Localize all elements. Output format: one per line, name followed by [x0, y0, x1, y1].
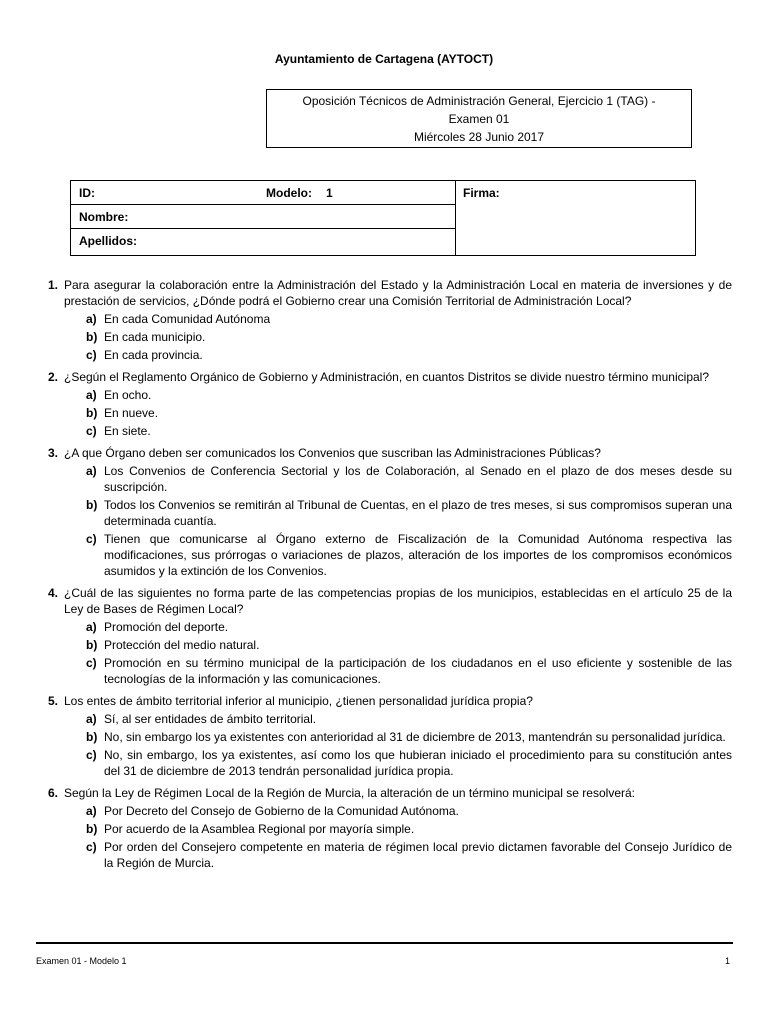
answer-option-a: [64, 463, 732, 495]
question-text: ¿Según el Reglamento Orgánico de Gobierno y Administración, en cuantos Distritos se divide nuestro término municipal?: [64, 370, 709, 384]
option-text: Por orden del Consejero competente en materia de régimen local previo dictamen favorable del Consejo Jurídico de la Región de Murcia.: [104, 840, 732, 870]
option-label: a): [86, 620, 97, 634]
nombre-label: Nombre:: [79, 210, 129, 224]
option-label: b): [86, 406, 98, 420]
id-label: ID:: [79, 186, 95, 200]
option-text: Los Convenios de Conferencia Sectorial y los de Colaboración, al Senado en el plazo de dos meses desde su suscripción.: [104, 464, 732, 494]
option-label: a): [86, 464, 97, 478]
modelo-label: Modelo:: [266, 186, 312, 200]
option-label: b): [86, 330, 98, 344]
answer-option-a: [64, 387, 732, 403]
option-text: Sí, al ser entidades de ámbito territorial.: [104, 712, 317, 726]
option-text: No, sin embargo los ya existentes con anterioridad al 31 de diciembre de 2013, mantendrán su personalidad jurídica.: [104, 730, 726, 744]
option-text: Promoción en su término municipal de la participación de los ciudadanos en el uso eficiente y sostenible de las tecnologías de la información y las comunicaciones.: [104, 656, 732, 686]
option-text: Promoción del deporte.: [104, 620, 229, 634]
option-text: En cada provincia.: [104, 348, 203, 362]
question-5: [48, 693, 732, 779]
question-number: 4.: [48, 586, 59, 600]
footer-divider: [36, 942, 733, 944]
answer-option-b: [64, 637, 732, 653]
question-text: Para asegurar la colaboración entre la Administración del Estado y la Administración Local en materia de inversiones y de prestación de servicios, ¿Dónde podrá el Gobierno crear una Comisión Territorial de Administración Local?: [64, 278, 732, 308]
candidate-id-box: [70, 180, 696, 256]
answer-option-a: [64, 311, 732, 327]
question-text: Según la Ley de Régimen Local de la Región de Murcia, la alteración de un término municipal se resolverá:: [64, 786, 635, 800]
option-label: a): [86, 804, 97, 818]
organization-title: Ayuntamiento de Cartagena (AYTOCT): [274, 52, 494, 66]
option-label: b): [86, 498, 98, 512]
option-text: Por acuerdo de la Asamblea Regional por mayoría simple.: [104, 822, 415, 836]
option-text: Por Decreto del Consejo de Gobierno de la Comunidad Autónoma.: [104, 804, 459, 818]
answer-option-b: [64, 821, 732, 837]
question-number: 5.: [48, 694, 59, 708]
question-number: 2.: [48, 370, 59, 384]
id-row: [71, 181, 455, 205]
exam-title-line2: Examen 01: [448, 112, 510, 126]
question-text: Los entes de ámbito territorial inferior al municipio, ¿tienen personalidad jurídica propia?: [64, 694, 533, 708]
question-number: 6.: [48, 786, 59, 800]
modelo-value: 1: [326, 186, 333, 200]
question-2: [48, 369, 732, 439]
option-label: b): [86, 638, 98, 652]
option-label: b): [86, 822, 98, 836]
answer-option-c: [64, 747, 732, 779]
footer-exam-model: Examen 01 - Modelo 1: [36, 956, 127, 966]
option-text: En nueve.: [104, 406, 159, 420]
question-1: [48, 277, 732, 363]
firma-label: Firma:: [463, 186, 500, 200]
option-text: En cada municipio.: [104, 330, 206, 344]
option-label: a): [86, 388, 97, 402]
question-text: ¿A que Órgano deben ser comunicados los Convenios que suscriban las Administraciones Públicas?: [64, 446, 601, 460]
apellidos-row: [71, 229, 455, 255]
answer-option-b: [64, 329, 732, 345]
option-label: c): [86, 348, 97, 362]
nombre-row: [71, 205, 455, 229]
option-label: c): [86, 424, 97, 438]
apellidos-label: Apellidos:: [79, 234, 138, 248]
answer-option-c: [64, 347, 732, 363]
option-label: a): [86, 712, 97, 726]
exam-info-box: [266, 89, 692, 148]
candidate-fields: [71, 181, 456, 255]
option-label: c): [86, 840, 97, 854]
option-label: c): [86, 656, 97, 670]
question-number: 3.: [48, 446, 59, 460]
footer-page-number: 1: [725, 956, 731, 966]
option-text: En ocho.: [104, 388, 152, 402]
option-label: c): [86, 748, 97, 762]
option-text: En siete.: [104, 424, 151, 438]
answer-option-a: [64, 619, 732, 635]
answer-option-b: [64, 497, 732, 529]
option-text: No, sin embargo, los ya existentes, así como los que hubieran iniciado el procedimiento para su constitución antes del 31 de diciembre de 2013 tendrán personalidad jurídica propia.: [104, 748, 732, 778]
exam-date: Miércoles 28 Junio 2017: [413, 130, 545, 144]
answer-option-c: [64, 531, 732, 579]
question-list: [48, 277, 732, 877]
answer-option-c: [64, 655, 732, 687]
option-label: a): [86, 312, 97, 326]
option-label: b): [86, 730, 98, 744]
question-6: [48, 785, 732, 871]
exam-title-line1: Oposición Técnicos de Administración General, Ejercicio 1 (TAG) -: [302, 94, 656, 108]
answer-option-a: [64, 803, 732, 819]
question-number: 1.: [48, 278, 59, 292]
option-text: Todos los Convenios se remitirán al Tribunal de Cuentas, en el plazo de tres meses, si sus compromisos superan una determinada cuantía.: [104, 498, 732, 528]
answer-option-c: [64, 423, 732, 439]
option-text: En cada Comunidad Autónoma: [104, 312, 271, 326]
answer-option-b: [64, 405, 732, 421]
answer-option-a: [64, 711, 732, 727]
answer-option-c: [64, 839, 732, 871]
option-text: Tienen que comunicarse al Órgano externo de Fiscalización de la Comunidad Autónoma respectiva las modificaciones, sus prórrogas o variaciones de plazos, alteración de los importes de los compromisos económicos asumidos y la extinción de los Convenios.: [104, 532, 732, 578]
question-4: [48, 585, 732, 687]
option-text: Protección del medio natural.: [104, 638, 260, 652]
option-label: c): [86, 532, 97, 546]
question-text: ¿Cuál de las siguientes no forma parte de las competencias propias de los municipios, establecidas en el artículo 25 de la Ley de Bases de Régimen Local?: [64, 586, 732, 616]
question-3: [48, 445, 732, 579]
answer-option-b: [64, 729, 732, 745]
